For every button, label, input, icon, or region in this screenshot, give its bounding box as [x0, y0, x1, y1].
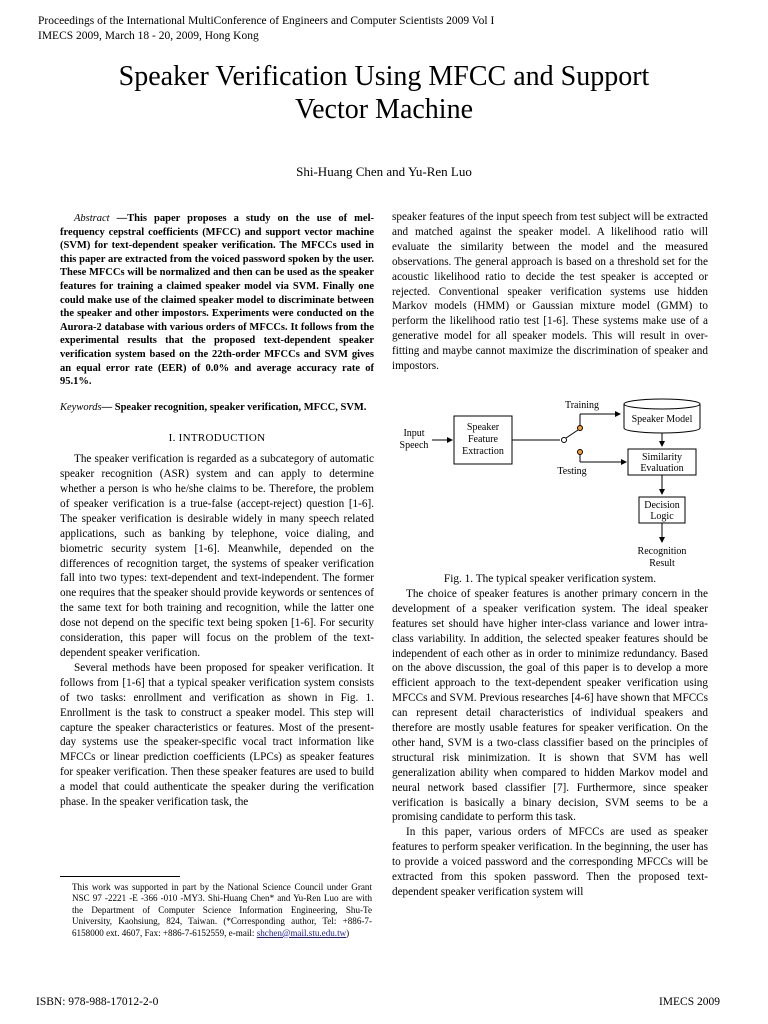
extraction-label-3: Extraction	[462, 445, 504, 457]
proceedings-header	[38, 14, 494, 44]
abstract-text: —This paper proposes a study on the use of mel-frequency cepstral coefficients (MFCC) and support vector machine (SVM) for text-dependent speaker verification. The MFCCs used in this paper are extracted from the voiced password spoken by the user. These MFCCs will be normalized and then can be used as the speaker features for training a claimed speaker model via SVM. Finally one could make use of the claimed speaker model to discriminate between the speaker and other impostors. Experiments were conducted on the Aurora-2 database with various orders of MFCCs. It follows from the experimental results that the proposed text-dependent speaker verification system based on the 22th-order MFCCs and SVM gives an equal error rate (EER) of 0.0% and average accuracy rate of 95.1%.	[60, 213, 374, 388]
training-label: Training	[564, 399, 600, 411]
venue-footer: IMECS 2009	[658, 996, 720, 1008]
right-paragraph-2: The choice of speaker features is another primary concern in the development of a speaker verification system. The ideal speaker features set should have higher inter-class variance and lower intra-class variability. In addition, the selected speaker features should be independent of each other as in order to minimize redundancy. Based on the above discussion, the goal of this paper is to develop a more efficient approach to the text-dependent speaker verification using MFCCs and SVM. Previous researches [4-6] have shown that MFCCs can represent detail characteristics of individual speakers and therefore are mostly usable features for speaker verification. On the other hand, SVM is a two-class classifier based on the principles of structural risk minimization. It is shown that SVM has well generalization ability when compared to hidden Markov model and neural network based classifier [7]. Furthermore, since speaker verification is basically a binary decision, SVM seems to be a promising candidate to perform this task.	[392, 587, 708, 824]
similarity-label-2: Evaluation	[640, 462, 684, 474]
speaker-model-cylinder-top	[624, 399, 700, 409]
result-label-1: Recognition	[637, 545, 687, 557]
switch-training-contact	[578, 425, 583, 430]
footnote-text: This work was supported in part by the National Science Council under Grant NSC 97 -2221 -E -366 -010 -MY3. Shi-Huang Chen* and Yu-Ren Luo are with the Department of Computer Science Information Engineering, Shu-Te University, Kaohsiung, 824, Taiwan. (*Corresponding author, Tel: +886-7-6158000 ext. 4607, Fax: +886-7-6152559, e-mail:	[72, 882, 372, 938]
similarity-label-1: Similarity	[642, 451, 682, 463]
footnote-divider	[60, 876, 180, 877]
decision-label-2: Logic	[650, 510, 674, 522]
footnote-close: )	[346, 927, 350, 938]
header-line-1: Proceedings of the International MultiConference of Engineers and Computer Scientists 2009 Vol I	[38, 15, 495, 27]
input-speech-label-2: Speech	[399, 439, 429, 451]
result-label-2: Result	[649, 557, 675, 569]
right-column	[392, 210, 708, 900]
extraction-label-2: Feature	[468, 433, 498, 445]
switch-testing-contact	[578, 449, 583, 454]
footnote	[72, 882, 372, 939]
figure-1-caption: Fig. 1. The typical speaker verification system.	[443, 572, 657, 585]
authors: Shi-Huang Chen and Yu-Ren Luo	[296, 164, 472, 179]
extraction-label-1: Speaker	[466, 421, 500, 433]
figure-1	[392, 396, 708, 572]
paper-title	[40, 60, 728, 126]
author-email-link[interactable]: shchen@mail.stu.edu.tw	[256, 927, 347, 938]
right-paragraph-1: speaker features of the input speech from test subject will be extracted and matched against the speaker model. A likelihood ratio will evaluate the similarity between the model and the measured observations. The general approach is based on a threshold set for the acoustic likelihood ratio to decide the test speaker is accepted or rejected. Conventional speaker verification systems use hidden Markov models (HMM) or Gaussian mixture model (GMM) to perform the likelihood ratio test [1-6]. These systems make use of a generative model for all speaker models. This will result in over-fitting and maybe cannot maximize the discrimination of speaker and impostors.	[392, 211, 708, 373]
keywords	[60, 401, 374, 415]
right-paragraph-3: In this paper, various orders of MFCCs are used as speaker features to perform speaker verification. In the beginning, the user has to provide a voiced password and the corresponding MFCCs will be extracted from this spoken password. Then the proposed text-dependent speaker verification system will	[392, 826, 708, 898]
intro-paragraph-1: The speaker verification is regarded as a subcategory of automatic speaker recognition (ASR) system and can apply to determine whether a person is who he/she claims to be. Therefore, the problem of speaker verification is a true-false (accept-reject) question [1-6]. The speaker verification is desirable widely in many speech related applications, such as banking by telephone, voice dialing, and biometric security system [1-6]. Meanwhile, depended on the differences of recognition target, the systems of speaker verification fall into two types: text-dependent and text-independent. The former one requires that the speaker should provide keywords or sentences of the same text for both training and recognition, while the latter one dose not depend on the specific text being spoken [1-6]. For security consideration, this paper will focus on the problem of the text-dependent speaker verification.	[60, 453, 374, 659]
left-column	[60, 212, 374, 810]
decision-label-1: Decision	[644, 499, 680, 511]
title-line-1: Speaker Verification Using MFCC and Support	[118, 61, 650, 92]
keywords-text: — Speaker recognition, speaker verification, MFCC, SVM.	[101, 401, 367, 413]
intro-paragraph-2: Several methods have been proposed for speaker verification. It follows from [1-6] that a typical speaker verification system consists of two tasks: enrollment and verification as shown in Fig. 1. Enrollment is the task to construct a speaker model. This step will capture the speaker characteristics or features. Most of the present-day systems use the speaker-specific vocal tract information like MFCCs or linear prediction coefficients (LPCs) as speaker features for speaker verification. Then these speaker features are used to build a model that could authenticate the speaker during the verification phase. In the speaker verification task, the	[60, 661, 374, 809]
section-heading-introduction: I. INTRODUCTION	[168, 432, 266, 445]
isbn-footer: ISBN: 978-988-17012-2-0	[36, 996, 159, 1008]
header-line-2: IMECS 2009, March 18 - 20, 2009, Hong Kong	[38, 30, 259, 42]
testing-label: Testing	[557, 465, 587, 477]
speaker-model-label: Speaker Model	[631, 413, 693, 425]
switch-node	[562, 437, 567, 442]
abstract-label: Abstract	[74, 213, 110, 224]
input-speech-label-1: Input	[403, 427, 425, 439]
abstract	[60, 212, 374, 389]
keywords-label: Keywords	[60, 401, 102, 413]
speaker-verification-diagram	[392, 396, 708, 572]
switch-lever	[566, 430, 578, 438]
title-line-2: Vector Machine	[294, 94, 474, 125]
